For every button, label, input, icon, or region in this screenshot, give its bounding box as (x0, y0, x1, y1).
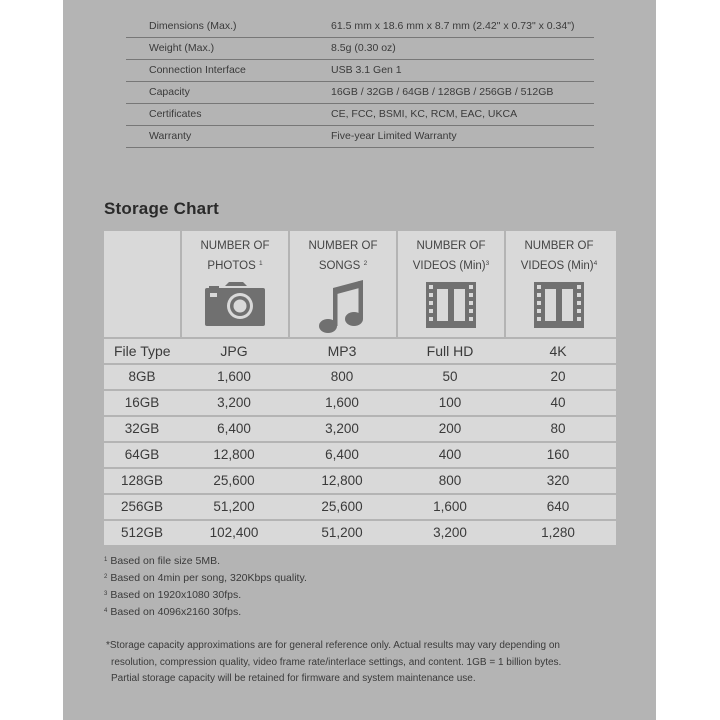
cell: 400 (438, 447, 462, 462)
row-label: 512GB (120, 525, 164, 540)
table-row (104, 417, 616, 441)
header-empty-cell (104, 231, 180, 337)
spec-table (126, 16, 594, 148)
row-label: 128GB (120, 473, 164, 488)
disclaimer (106, 638, 616, 688)
footnote-ref: 3 (485, 260, 490, 267)
spec-label: Connection Interface (149, 64, 246, 76)
footnote-ref: 1 (258, 260, 263, 267)
spec-value: CE, FCC, BSMI, KC, RCM, EAC, UKCA (331, 108, 518, 120)
storage-chart-title: Storage Chart (104, 199, 220, 218)
music-note-icon (319, 278, 367, 334)
header-line2: SONGS (318, 260, 361, 272)
spec-row (126, 104, 594, 126)
row-label: 8GB (128, 369, 156, 384)
cell: 1,600 (325, 395, 359, 410)
cell: 800 (438, 473, 462, 488)
cell: 50 (442, 369, 458, 384)
spec-row (126, 38, 594, 60)
disclaimer-line: Partial storage capacity will be retained for firmware and system maintenance use. (111, 673, 476, 684)
table-row (104, 365, 616, 389)
row-label: 16GB (124, 395, 160, 410)
footnote-number: 3 (104, 591, 108, 597)
cell: 800 (330, 369, 354, 384)
footnote-number: 4 (104, 608, 108, 614)
footnote (104, 604, 307, 621)
cell: 25,600 (213, 473, 255, 488)
cell: 51,200 (321, 525, 363, 540)
cell: 80 (550, 421, 566, 436)
table-row (104, 469, 616, 493)
cell: 25,600 (321, 499, 363, 514)
row-label: 256GB (120, 499, 164, 514)
row-label: File Type (114, 343, 171, 359)
chart-header-row (104, 231, 616, 337)
header-line2: VIDEOS (Min) (520, 260, 594, 272)
file-type-row (104, 339, 616, 363)
cell: 12,800 (321, 473, 363, 488)
header-line1: NUMBER OF (416, 240, 486, 252)
table-row (104, 443, 616, 467)
table-row (104, 391, 616, 415)
disclaimer-line: resolution, compression quality, video frame rate/interlace settings, and content. 1GB = 1 billion bytes. (111, 656, 562, 668)
spec-row (126, 82, 594, 104)
row-label: 64GB (124, 447, 160, 462)
footnote (104, 553, 307, 570)
table-row (104, 521, 616, 545)
footnote (104, 570, 307, 587)
cell: 12,800 (213, 447, 255, 462)
cell: 200 (438, 421, 462, 436)
spec-label: Certificates (149, 108, 202, 120)
footnote-ref: 4 (593, 260, 598, 267)
header-line1: NUMBER OF (524, 240, 594, 252)
film-strip-icon (534, 282, 584, 328)
cell: 640 (546, 499, 570, 514)
cell: 1,600 (433, 499, 467, 514)
header-line2: PHOTOS (207, 260, 256, 272)
footnote-number: 1 (104, 557, 108, 563)
cell: 160 (546, 447, 570, 462)
cell: 100 (438, 395, 462, 410)
cell: 6,400 (325, 447, 359, 462)
cell: 51,200 (213, 499, 255, 514)
cell: 320 (546, 473, 570, 488)
cell: Full HD (426, 343, 474, 359)
footnote-text: Based on 1920x1080 30fps. (110, 589, 242, 601)
footnote-text: Based on 4096x2160 30fps. (110, 606, 242, 618)
spec-value: 16GB / 32GB / 64GB / 128GB / 256GB / 512GB (331, 86, 554, 98)
cell: 1,280 (541, 525, 575, 540)
disclaimer-line: *Storage capacity approximations are for general reference only. Actual results may vary depending on (106, 640, 560, 651)
header-photos (180, 231, 288, 337)
footnote (104, 587, 307, 604)
footnote-ref: 2 (363, 260, 368, 267)
header-line1: NUMBER OF (308, 240, 378, 252)
header-songs (288, 231, 396, 337)
cell: JPG (220, 343, 248, 359)
header-line1: NUMBER OF (200, 240, 270, 252)
spec-row (126, 16, 594, 38)
spec-value: USB 3.1 Gen 1 (331, 64, 402, 76)
spec-value: 8.5g (0.30 oz) (331, 42, 396, 54)
cell: 3,200 (217, 395, 251, 410)
storage-chart-table (104, 231, 616, 547)
cell: MP3 (327, 343, 357, 359)
footnote-text: Based on file size 5MB. (110, 555, 221, 567)
header-fullhd-videos (396, 231, 504, 337)
footnote-number: 2 (104, 574, 108, 580)
footnote-text: Based on 4min per song, 320Kbps quality. (110, 572, 307, 584)
cell: 40 (550, 395, 566, 410)
spec-row (126, 60, 594, 82)
cell: 102,400 (209, 525, 259, 540)
header-line2: VIDEOS (Min) (412, 260, 486, 272)
table-row (104, 495, 616, 519)
cell: 3,200 (325, 421, 359, 436)
spec-label: Weight (Max.) (149, 42, 215, 54)
footnotes (104, 553, 307, 621)
cell: 3,200 (433, 525, 467, 540)
spec-label: Capacity (149, 86, 190, 98)
cell: 4K (549, 343, 567, 359)
spec-value: 61.5 mm x 18.6 mm x 8.7 mm (2.42" x 0.73" x 0.34") (331, 20, 575, 32)
header-4k-videos (504, 231, 612, 337)
cell: 6,400 (217, 421, 251, 436)
row-label: 32GB (124, 421, 160, 436)
camera-icon (205, 282, 265, 326)
spec-label: Warranty (149, 130, 192, 142)
spec-row (126, 126, 594, 148)
spec-value: Five-year Limited Warranty (331, 130, 457, 142)
spec-label: Dimensions (Max.) (149, 20, 237, 32)
cell: 20 (550, 369, 566, 384)
film-strip-icon (426, 282, 476, 328)
cell: 1,600 (217, 369, 251, 384)
